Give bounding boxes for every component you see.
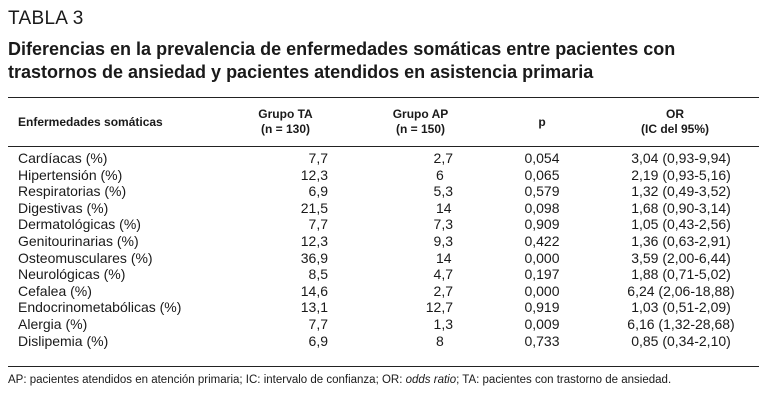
cell-enfermedad: Respiratorias (%) [18, 183, 127, 200]
column-header-enfermedades [8, 98, 223, 147]
cell-or: 3,04 (0,93-9,94) [631, 150, 731, 166]
table-row [8, 233, 759, 250]
cell-enfermedad: Alergia (%) [18, 315, 88, 332]
table-label: TABLA 3 [8, 8, 84, 29]
cell-grupo-ap: 6 [436, 166, 444, 183]
cell-or: 6,24 (2,06-18,88) [627, 282, 735, 299]
footnote-text: AP: pacientes atendidos en atención primaria; IC: intervalo de confianza; OR: [8, 374, 406, 386]
cell-grupo-ap: 5,3 [433, 183, 453, 200]
cell-p: 0,197 [524, 266, 560, 283]
cell-enfermedad: Endocrinometabólicas (%) [18, 299, 182, 316]
cell-grupo-ta: 36,9 [300, 249, 328, 266]
cell-p: 0,422 [524, 232, 560, 249]
data-table [8, 98, 759, 349]
cell-enfermedad: Genitourinarias (%) [18, 232, 139, 249]
cell-or: 1,32 (0,49-3,52) [631, 183, 731, 200]
table-row [8, 283, 759, 300]
table-header [8, 98, 759, 147]
table-row [8, 266, 759, 283]
cell-grupo-ap: 8 [436, 332, 444, 349]
cell-p: 0,000 [524, 249, 560, 266]
footnote-text-end: ; TA: pacientes con trastorno de ansiedad. [456, 374, 672, 386]
cell-grupo-ap: 2,7 [433, 150, 453, 166]
cell-or: 1,05 (0,43-2,56) [631, 216, 731, 233]
cell-enfermedad: Digestivas (%) [18, 199, 109, 216]
cell-p: 0,000 [524, 282, 560, 299]
cell-grupo-ta: 7,7 [308, 150, 328, 166]
table-row [8, 147, 759, 167]
table-row [8, 316, 759, 333]
column-header-grupo-ta [223, 98, 348, 147]
cell-grupo-ap: 12,7 [425, 299, 453, 316]
table-row [8, 167, 759, 184]
cell-grupo-ta: 12,3 [300, 166, 328, 183]
data-table-container [8, 97, 759, 367]
cell-grupo-ap: 9,3 [433, 232, 453, 249]
column-header-line1: OR [666, 107, 684, 121]
cell-enfermedad: Dislipemia (%) [18, 332, 109, 349]
cell-or: 1,68 (0,90-3,14) [631, 199, 731, 216]
cell-grupo-ap: 14 [436, 249, 452, 266]
cell-grupo-ta: 21,5 [300, 199, 328, 216]
cell-p: 0,009 [524, 315, 560, 332]
table-title: Diferencias en la prevalencia de enfermedades somáticas entre pacientes con trastornos de ansiedad y pacientes atendidos en asistencia primaria [8, 39, 676, 82]
cell-or: 6,16 (1,32-28,68) [627, 315, 735, 332]
cell-enfermedad: Cardíacas (%) [18, 150, 108, 166]
cell-or: 3,59 (2,00-6,44) [631, 249, 731, 266]
cell-grupo-ta: 6,9 [308, 183, 328, 200]
cell-enfermedad: Cefalea (%) [18, 282, 92, 299]
cell-enfermedad: Dermatológicas (%) [18, 216, 141, 233]
column-header-line2: (IC del 95%) [640, 122, 709, 136]
cell-grupo-ta: 7,7 [308, 315, 328, 332]
column-header-line1: Grupo TA [258, 107, 313, 121]
table-row [8, 333, 759, 350]
column-header-or [591, 98, 759, 147]
cell-or: 1,36 (0,63-2,91) [631, 232, 731, 249]
footnote-italic: odds ratio [405, 374, 457, 386]
cell-p: 0,098 [524, 199, 560, 216]
cell-p: 0,065 [524, 166, 560, 183]
column-header-grupo-ap [348, 98, 493, 147]
cell-grupo-ap: 14 [436, 199, 452, 216]
cell-grupo-ap: 4,7 [433, 266, 453, 283]
table-row [8, 250, 759, 267]
cell-enfermedad: Osteomusculares (%) [18, 249, 153, 266]
cell-p: 0,054 [524, 150, 560, 166]
table-row [8, 216, 759, 233]
cell-or: 1,03 (0,51-2,09) [631, 299, 731, 316]
cell-p: 0,919 [524, 299, 560, 316]
table-row [8, 183, 759, 200]
cell-grupo-ap: 2,7 [433, 282, 453, 299]
footnote [8, 374, 763, 386]
cell-grupo-ap: 1,3 [433, 315, 453, 332]
cell-p: 0,909 [524, 216, 560, 233]
column-header-line2: (n = 150) [395, 122, 446, 136]
cell-grupo-ta: 13,1 [300, 299, 328, 316]
table-row [8, 299, 759, 316]
cell-grupo-ta: 14,6 [300, 282, 328, 299]
cell-or: 1,88 (0,71-5,02) [631, 266, 731, 283]
cell-enfermedad: Hipertensión (%) [18, 166, 123, 183]
cell-grupo-ap: 7,3 [433, 216, 453, 233]
column-header-p [493, 98, 591, 147]
cell-grupo-ta: 8,5 [308, 266, 328, 283]
cell-or: 2,19 (0,93-5,16) [631, 166, 731, 183]
cell-p: 0,733 [524, 332, 560, 349]
cell-p: 0,579 [524, 183, 560, 200]
cell-grupo-ta: 12,3 [300, 232, 328, 249]
column-header-line1: Grupo AP [392, 107, 449, 121]
table-body [8, 147, 759, 350]
column-header-line1: p [538, 114, 546, 129]
cell-grupo-ta: 7,7 [308, 216, 328, 233]
column-header-line1: Enfermedades somáticas [18, 114, 163, 129]
cell-enfermedad: Neurológicas (%) [18, 266, 126, 283]
table-row [8, 200, 759, 217]
column-header-line2: (n = 130) [260, 122, 311, 136]
cell-or: 0,85 (0,34-2,10) [631, 332, 731, 349]
cell-grupo-ta: 6,9 [308, 332, 328, 349]
